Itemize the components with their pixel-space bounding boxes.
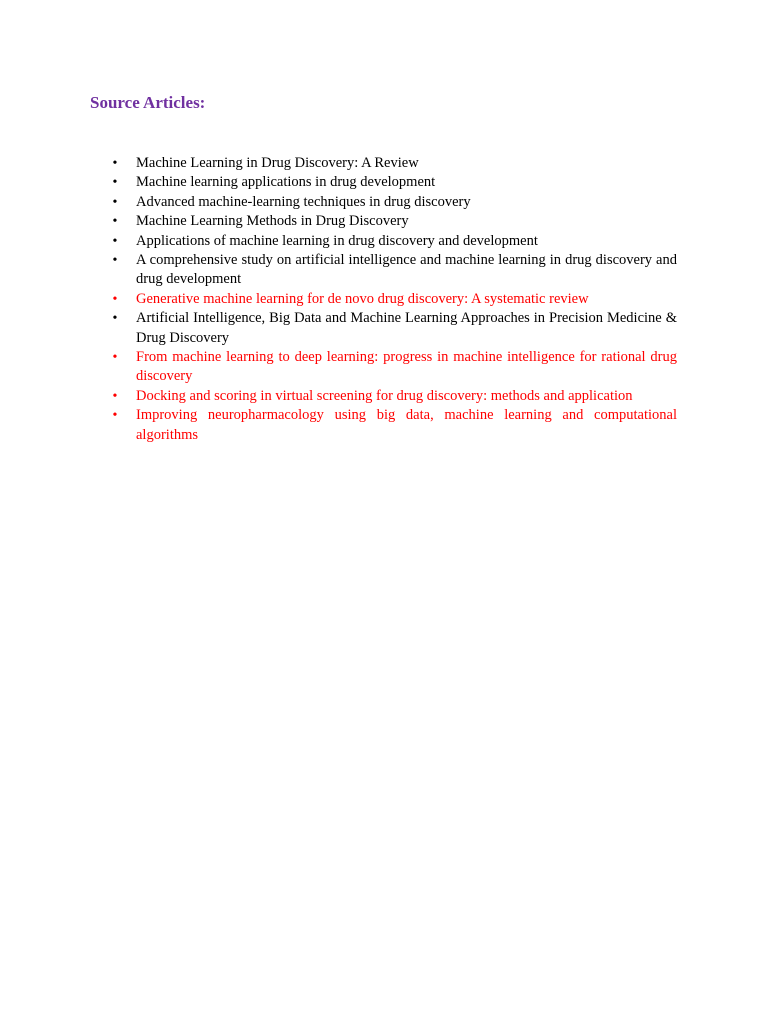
- bullet-icon: •: [112, 253, 118, 269]
- bullet-icon: •: [112, 233, 118, 249]
- article-title: From machine learning to deep learning: progress in machine intelligence for rational drug discovery: [136, 349, 677, 385]
- article-item: [112, 173, 677, 192]
- bullet-icon: •: [112, 388, 118, 404]
- article-item: [112, 251, 677, 290]
- article-item: [112, 232, 677, 251]
- article-item: [112, 387, 677, 406]
- article-title: Docking and scoring in virtual screening for drug discovery: methods and application: [136, 387, 633, 404]
- article-item: [112, 212, 677, 231]
- bullet-icon: •: [112, 291, 118, 307]
- section-heading: Source Articles:: [90, 93, 206, 112]
- article-title: Advanced machine-learning techniques in drug discovery: [136, 193, 471, 210]
- article-title: Machine Learning Methods in Drug Discovery: [136, 213, 409, 230]
- article-item: [112, 348, 677, 387]
- bullet-icon: •: [112, 350, 118, 366]
- bullet-icon: •: [112, 214, 118, 230]
- article-item: [112, 290, 677, 309]
- bullet-icon: •: [112, 311, 118, 327]
- article-title: Machine learning applications in drug development: [136, 174, 436, 191]
- article-title: Artificial Intelligence, Big Data and Machine Learning Approaches in Precision Medicine & Drug Discovery: [136, 310, 677, 346]
- article-item: [112, 193, 677, 212]
- article-title: Generative machine learning for de novo drug discovery: A systematic review: [136, 290, 589, 307]
- article-title: Improving neuropharmacology using big data, machine learning and computational algorithms: [136, 407, 677, 443]
- bullet-icon: •: [112, 408, 118, 424]
- source-article-list: [112, 154, 677, 445]
- article-item: [112, 406, 677, 445]
- article-item: [112, 154, 677, 173]
- bullet-icon: •: [112, 175, 118, 191]
- article-item: [112, 309, 677, 348]
- article-title: Applications of machine learning in drug discovery and development: [136, 232, 538, 249]
- article-title: Machine Learning in Drug Discovery: A Review: [136, 155, 419, 171]
- article-title: A comprehensive study on artificial intelligence and machine learning in drug discovery and drug development: [136, 252, 677, 288]
- bullet-icon: •: [112, 156, 118, 171]
- bullet-icon: •: [112, 194, 118, 210]
